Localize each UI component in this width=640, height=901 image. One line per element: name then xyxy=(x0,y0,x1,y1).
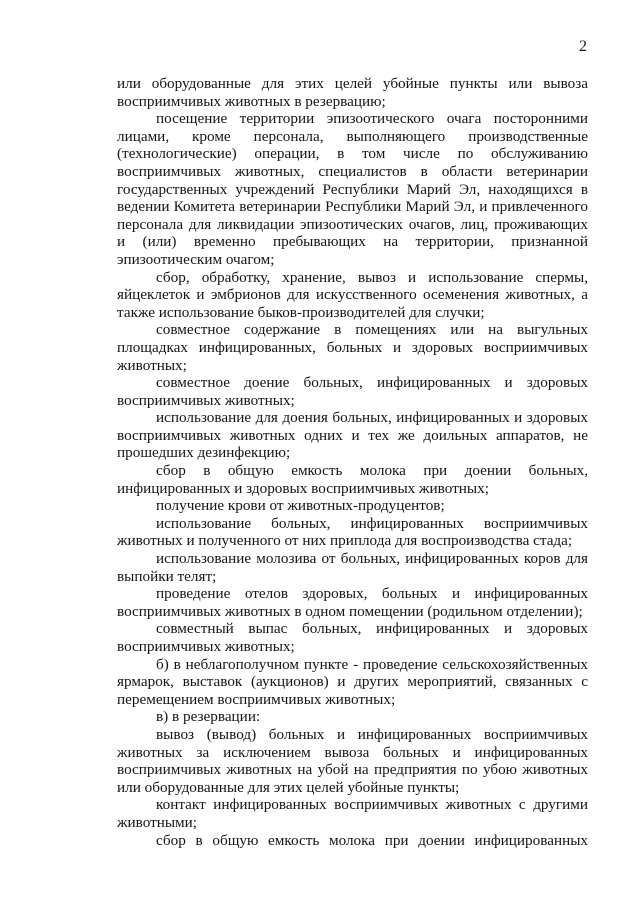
paragraph: проведение отелов здоровых, больных и инфицированных восприимчивых животных в одном помещении (родильном отделении); xyxy=(117,585,588,620)
paragraph: совместный выпас больных, инфицированных и здоровых восприимчивых животных; xyxy=(117,620,588,655)
paragraph: вывоз (вывод) больных и инфицированных восприимчивых животных за исключением вывоза больных и инфицированных восприимчивых животных на убой на предприятия по убою животных или оборудованные для этих целей убойные пункты; xyxy=(117,725,588,796)
paragraph: б) в неблагополучном пункте - проведение сельскохозяйственных ярмарок, выставок (аукционов) и других мероприятий, связанных с перемещением восприимчивых животных; xyxy=(117,655,588,708)
paragraph: контакт инфицированных восприимчивых животных с другими животными; xyxy=(117,796,588,831)
paragraph: использование молозива от больных, инфицированных коров для выпойки телят; xyxy=(117,550,588,585)
paragraph: сбор, обработку, хранение, вывоз и использование спермы, яйцеклеток и эмбрионов для искусственного осеменения животных, а также использование быков-производителей для случки; xyxy=(117,268,588,321)
paragraph: в) в резервации: xyxy=(156,708,261,726)
document-body xyxy=(117,75,588,849)
page-number: 2 xyxy=(579,38,587,55)
paragraph: или оборудованные для этих целей убойные пункты или вывоза восприимчивых животных в резервацию; xyxy=(117,75,588,110)
paragraph: совместное содержание в помещениях или на выгульных площадках инфицированных, больных и здоровых восприимчивых животных; xyxy=(117,321,588,374)
paragraph: использование больных, инфицированных восприимчивых животных и полученного от них приплода для воспроизводства стада; xyxy=(117,514,588,550)
paragraph: совместное доение больных, инфицированных и здоровых восприимчивых животных; xyxy=(117,374,588,409)
paragraph: посещение территории эпизоотического очага посторонними лицами, кроме персонала, выполняющего производственные (технологические) операции, в том числе по обслуживанию восприимчивых животных, специалистов в области ветеринарии государственных учреждений Республики Марий Эл, находящихся в ведении Комитета ветеринарии Республики Марий Эл, и привлеченного персонала для ликвидации эпизоотических очагов, лиц, проживающих и (или) временно пребывающих на территории, признанной эпизоотическим очагом; xyxy=(117,110,588,268)
paragraph: сбор в общую емкость молока при доении инфицированных xyxy=(156,831,588,849)
paragraph: получение крови от животных-продуцентов; xyxy=(156,497,445,515)
paragraph: использование для доения больных, инфицированных и здоровых восприимчивых животных одних и тех же доильных аппаратов, не прошедших дезинфекцию; xyxy=(117,409,588,462)
paragraph: сбор в общую емкость молока при доении больных, инфицированных и здоровых восприимчивых животных; xyxy=(117,462,588,497)
